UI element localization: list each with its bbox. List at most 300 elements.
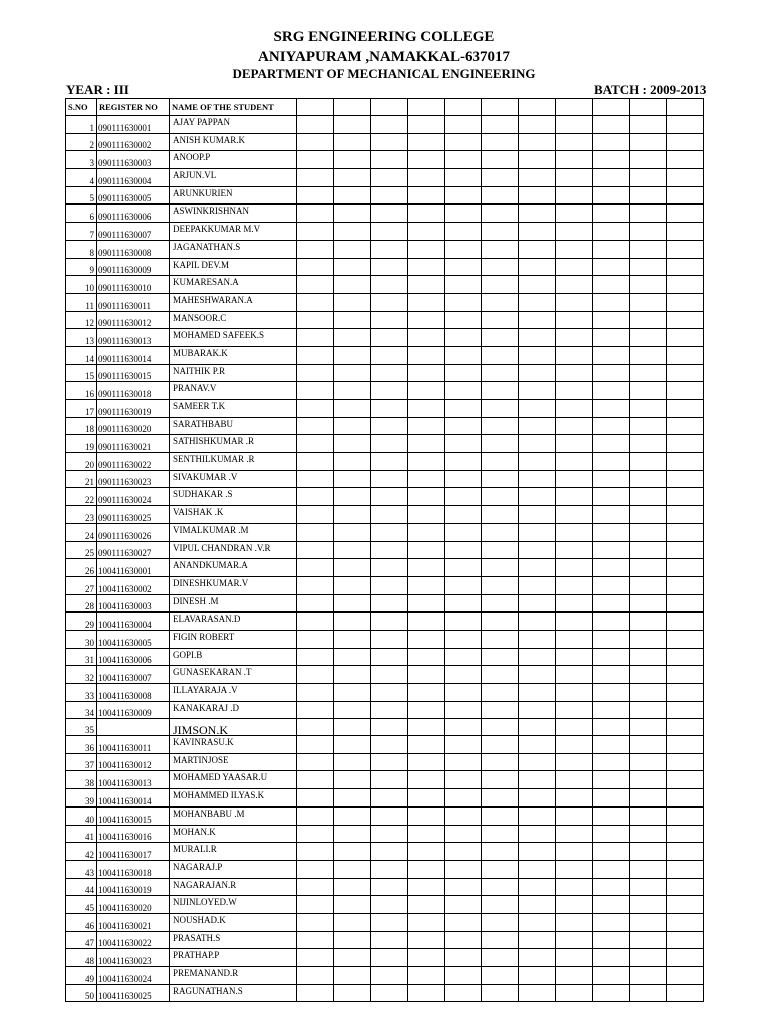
blank-cell	[519, 311, 556, 329]
register-no-cell: 090111630006	[97, 204, 170, 222]
blank-cell	[630, 576, 667, 594]
table-row	[66, 364, 704, 382]
blank-cell	[445, 789, 482, 807]
blank-cell	[297, 470, 334, 488]
blank-cell	[408, 169, 445, 187]
register-no-cell: 090111630020	[97, 417, 170, 435]
blank-cell	[593, 612, 630, 630]
table-row	[66, 169, 704, 187]
blank-cell	[334, 648, 371, 666]
blank-cell	[667, 435, 704, 453]
sno-cell: 32	[66, 666, 97, 684]
student-name-cell: PRATHAP.P	[170, 949, 297, 967]
blank-cell	[667, 329, 704, 347]
blank-cell	[593, 453, 630, 471]
blank-cell	[371, 949, 408, 967]
blank-column-header	[334, 99, 371, 116]
blank-cell	[519, 417, 556, 435]
blank-cell	[371, 843, 408, 861]
sno-cell: 9	[66, 258, 97, 276]
blank-cell	[482, 541, 519, 559]
blank-cell	[297, 559, 334, 577]
student-name-cell: NOUSHAD.K	[170, 913, 297, 931]
register-no-cell: 090111630009	[97, 258, 170, 276]
blank-cell	[556, 612, 593, 630]
table-row	[66, 612, 704, 630]
table-row	[66, 133, 704, 151]
blank-cell	[408, 133, 445, 151]
blank-cell	[667, 984, 704, 1002]
blank-cell	[334, 594, 371, 612]
blank-cell	[482, 506, 519, 524]
blank-cell	[556, 204, 593, 222]
sno-cell: 27	[66, 576, 97, 594]
blank-cell	[667, 896, 704, 914]
blank-cell	[519, 612, 556, 630]
sno-cell: 26	[66, 559, 97, 577]
register-no-cell: 090111630011	[97, 293, 170, 311]
blank-cell	[334, 771, 371, 789]
blank-cell	[371, 931, 408, 949]
blank-cell	[408, 311, 445, 329]
blank-cell	[371, 400, 408, 418]
blank-cell	[297, 258, 334, 276]
blank-cell	[297, 594, 334, 612]
blank-cell	[371, 364, 408, 382]
table-row	[66, 860, 704, 878]
blank-cell	[334, 346, 371, 364]
register-no-cell	[97, 719, 170, 736]
blank-cell	[556, 186, 593, 204]
blank-cell	[593, 843, 630, 861]
blank-cell	[334, 630, 371, 648]
table-row	[66, 648, 704, 666]
register-no-cell: 090111630026	[97, 523, 170, 541]
blank-cell	[667, 648, 704, 666]
blank-cell	[408, 364, 445, 382]
register-no-cell: 100411630017	[97, 843, 170, 861]
blank-cell	[593, 470, 630, 488]
table-row	[66, 541, 704, 559]
table-row	[66, 594, 704, 612]
blank-cell	[297, 843, 334, 861]
blank-cell	[556, 967, 593, 985]
blank-cell	[667, 736, 704, 754]
blank-cell	[667, 576, 704, 594]
blank-cell	[593, 364, 630, 382]
student-name-cell: MOHAMED YAASAR.U	[170, 771, 297, 789]
student-name-cell: MARTINJOSE	[170, 753, 297, 771]
table-row	[66, 523, 704, 541]
sno-cell: 50	[66, 984, 97, 1002]
sno-cell: 49	[66, 967, 97, 985]
blank-cell	[408, 860, 445, 878]
blank-cell	[630, 204, 667, 222]
blank-cell	[297, 807, 334, 825]
blank-cell	[519, 630, 556, 648]
blank-cell	[482, 753, 519, 771]
blank-cell	[445, 506, 482, 524]
blank-cell	[334, 276, 371, 294]
sno-cell: 28	[66, 594, 97, 612]
blank-cell	[334, 116, 371, 134]
blank-cell	[630, 931, 667, 949]
student-name-cell: MURALI.R	[170, 843, 297, 861]
blank-cell	[334, 453, 371, 471]
blank-cell	[371, 258, 408, 276]
blank-cell	[556, 931, 593, 949]
student-name-cell: NAITHIK P.R	[170, 364, 297, 382]
blank-cell	[408, 506, 445, 524]
blank-cell	[408, 896, 445, 914]
blank-cell	[334, 684, 371, 702]
sno-cell: 36	[66, 736, 97, 754]
blank-cell	[371, 594, 408, 612]
blank-cell	[371, 488, 408, 506]
blank-cell	[445, 204, 482, 222]
student-name-cell: NIJINLOYED.W	[170, 896, 297, 914]
blank-cell	[630, 771, 667, 789]
register-no-cell: 100411630003	[97, 594, 170, 612]
blank-cell	[556, 630, 593, 648]
blank-cell	[408, 967, 445, 985]
blank-cell	[667, 204, 704, 222]
blank-cell	[630, 843, 667, 861]
blank-cell	[334, 860, 371, 878]
blank-cell	[371, 311, 408, 329]
sno-cell: 38	[66, 771, 97, 789]
year-label: YEAR : III	[66, 82, 129, 97]
sno-cell: 6	[66, 204, 97, 222]
register-no-cell: 090111630024	[97, 488, 170, 506]
sno-cell: 41	[66, 825, 97, 843]
table-row	[66, 949, 704, 967]
blank-cell	[297, 488, 334, 506]
blank-cell	[593, 506, 630, 524]
blank-cell	[630, 666, 667, 684]
blank-cell	[445, 151, 482, 169]
blank-cell	[556, 523, 593, 541]
blank-cell	[482, 258, 519, 276]
blank-cell	[556, 240, 593, 258]
blank-cell	[630, 293, 667, 311]
table-row	[66, 559, 704, 577]
blank-cell	[667, 913, 704, 931]
blank-cell	[630, 719, 667, 736]
blank-cell	[445, 576, 482, 594]
blank-cell	[630, 258, 667, 276]
blank-cell	[334, 612, 371, 630]
blank-cell	[593, 896, 630, 914]
blank-cell	[593, 293, 630, 311]
blank-cell	[408, 488, 445, 506]
blank-cell	[408, 684, 445, 702]
blank-cell	[297, 293, 334, 311]
blank-cell	[482, 719, 519, 736]
student-name-cell: SUDHAKAR .S	[170, 488, 297, 506]
blank-cell	[408, 984, 445, 1002]
blank-cell	[482, 701, 519, 719]
blank-cell	[667, 240, 704, 258]
blank-cell	[556, 771, 593, 789]
table-row	[66, 382, 704, 400]
blank-cell	[408, 576, 445, 594]
student-name-cell: JIMSON.K	[170, 719, 297, 736]
blank-cell	[593, 240, 630, 258]
blank-cell	[482, 346, 519, 364]
blank-cell	[519, 896, 556, 914]
blank-cell	[445, 559, 482, 577]
blank-cell	[482, 417, 519, 435]
sno-cell: 12	[66, 311, 97, 329]
sno-cell: 2	[66, 133, 97, 151]
blank-cell	[408, 223, 445, 241]
blank-cell	[408, 258, 445, 276]
blank-cell	[667, 559, 704, 577]
blank-cell	[371, 116, 408, 134]
blank-cell	[667, 594, 704, 612]
blank-cell	[593, 630, 630, 648]
blank-cell	[408, 523, 445, 541]
blank-cell	[593, 329, 630, 347]
blank-cell	[593, 435, 630, 453]
blank-cell	[556, 364, 593, 382]
blank-cell	[334, 736, 371, 754]
table-row	[66, 417, 704, 435]
blank-cell	[630, 346, 667, 364]
sno-cell: 19	[66, 435, 97, 453]
blank-cell	[482, 240, 519, 258]
blank-cell	[482, 311, 519, 329]
blank-cell	[445, 329, 482, 347]
blank-cell	[630, 789, 667, 807]
blank-cell	[593, 488, 630, 506]
blank-cell	[371, 223, 408, 241]
blank-cell	[556, 984, 593, 1002]
sno-cell: 22	[66, 488, 97, 506]
blank-cell	[593, 913, 630, 931]
sno-cell: 34	[66, 701, 97, 719]
table-row	[66, 630, 704, 648]
register-no-cell: 090111630004	[97, 169, 170, 187]
blank-cell	[593, 719, 630, 736]
blank-cell	[667, 116, 704, 134]
blank-cell	[482, 223, 519, 241]
blank-cell	[408, 470, 445, 488]
blank-cell	[556, 843, 593, 861]
blank-cell	[297, 400, 334, 418]
register-no-cell: 090111630023	[97, 470, 170, 488]
blank-cell	[297, 151, 334, 169]
student-name-cell: AJAY PAPPAN	[170, 116, 297, 134]
blank-cell	[334, 825, 371, 843]
blank-column-header	[630, 99, 667, 116]
blank-cell	[297, 967, 334, 985]
blank-cell	[334, 506, 371, 524]
blank-cell	[519, 470, 556, 488]
blank-cell	[630, 684, 667, 702]
blank-cell	[630, 276, 667, 294]
blank-cell	[445, 825, 482, 843]
blank-cell	[334, 382, 371, 400]
sno-cell: 3	[66, 151, 97, 169]
blank-cell	[371, 753, 408, 771]
table-row	[66, 204, 704, 222]
blank-cell	[519, 276, 556, 294]
blank-cell	[334, 204, 371, 222]
blank-cell	[667, 400, 704, 418]
register-no-cell: 100411630012	[97, 753, 170, 771]
blank-cell	[297, 771, 334, 789]
blank-cell	[667, 843, 704, 861]
blank-cell	[297, 133, 334, 151]
blank-cell	[334, 488, 371, 506]
blank-cell	[630, 151, 667, 169]
register-no-cell: 090111630019	[97, 400, 170, 418]
blank-cell	[445, 753, 482, 771]
register-no-cell: 100411630008	[97, 684, 170, 702]
blank-cell	[408, 949, 445, 967]
blank-cell	[519, 151, 556, 169]
blank-cell	[593, 931, 630, 949]
sno-cell: 13	[66, 329, 97, 347]
blank-cell	[519, 116, 556, 134]
sno-cell: 11	[66, 293, 97, 311]
sno-cell: 37	[66, 753, 97, 771]
register-no-cell: 100411630025	[97, 984, 170, 1002]
blank-cell	[297, 364, 334, 382]
blank-cell	[334, 133, 371, 151]
blank-cell	[519, 807, 556, 825]
blank-cell	[408, 630, 445, 648]
blank-cell	[297, 169, 334, 187]
blank-cell	[593, 186, 630, 204]
blank-cell	[445, 984, 482, 1002]
blank-column-header	[482, 99, 519, 116]
blank-cell	[667, 364, 704, 382]
blank-cell	[371, 523, 408, 541]
register-no-cell: 090111630022	[97, 453, 170, 471]
table-row	[66, 488, 704, 506]
blank-cell	[630, 223, 667, 241]
blank-cell	[482, 186, 519, 204]
blank-cell	[482, 878, 519, 896]
blank-cell	[519, 648, 556, 666]
student-name-cell: ANANDKUMAR.A	[170, 559, 297, 577]
blank-cell	[519, 949, 556, 967]
blank-cell	[556, 753, 593, 771]
sno-cell: 40	[66, 807, 97, 825]
blank-cell	[593, 382, 630, 400]
student-name-cell: RAGUNATHAN.S	[170, 984, 297, 1002]
blank-cell	[371, 825, 408, 843]
register-no-cell: 090111630025	[97, 506, 170, 524]
blank-cell	[482, 204, 519, 222]
blank-cell	[667, 506, 704, 524]
blank-cell	[519, 329, 556, 347]
sno-cell: 33	[66, 684, 97, 702]
blank-cell	[556, 151, 593, 169]
blank-cell	[593, 984, 630, 1002]
blank-cell	[593, 169, 630, 187]
sno-cell: 18	[66, 417, 97, 435]
blank-cell	[593, 311, 630, 329]
blank-cell	[667, 825, 704, 843]
blank-cell	[519, 771, 556, 789]
blank-cell	[519, 523, 556, 541]
sno-cell: 46	[66, 913, 97, 931]
blank-cell	[334, 293, 371, 311]
blank-cell	[630, 364, 667, 382]
table-row	[66, 293, 704, 311]
blank-cell	[593, 576, 630, 594]
blank-cell	[667, 771, 704, 789]
blank-cell	[334, 576, 371, 594]
blank-cell	[593, 949, 630, 967]
blank-cell	[445, 470, 482, 488]
table-row	[66, 116, 704, 134]
register-no-cell: 090111630015	[97, 364, 170, 382]
student-name-cell: JAGANATHAN.S	[170, 240, 297, 258]
blank-cell	[445, 648, 482, 666]
blank-cell	[297, 576, 334, 594]
blank-cell	[297, 931, 334, 949]
table-row	[66, 435, 704, 453]
blank-cell	[556, 435, 593, 453]
blank-cell	[556, 719, 593, 736]
blank-cell	[297, 630, 334, 648]
blank-cell	[371, 204, 408, 222]
blank-cell	[408, 329, 445, 347]
blank-cell	[593, 594, 630, 612]
blank-cell	[297, 896, 334, 914]
blank-cell	[297, 860, 334, 878]
blank-cell	[445, 364, 482, 382]
blank-cell	[482, 133, 519, 151]
blank-cell	[519, 541, 556, 559]
sno-cell: 48	[66, 949, 97, 967]
blank-column-header	[445, 99, 482, 116]
table-row	[66, 931, 704, 949]
blank-cell	[556, 878, 593, 896]
sno-cell: 31	[66, 648, 97, 666]
sno-cell: 1	[66, 116, 97, 134]
table-row	[66, 470, 704, 488]
blank-cell	[667, 523, 704, 541]
blank-cell	[445, 133, 482, 151]
blank-cell	[630, 470, 667, 488]
blank-cell	[371, 666, 408, 684]
blank-cell	[482, 736, 519, 754]
register-no-cell: 100411630014	[97, 789, 170, 807]
blank-cell	[667, 223, 704, 241]
blank-cell	[519, 453, 556, 471]
blank-cell	[334, 701, 371, 719]
blank-cell	[630, 329, 667, 347]
blank-cell	[334, 364, 371, 382]
blank-cell	[482, 276, 519, 294]
blank-cell	[630, 860, 667, 878]
blank-cell	[371, 878, 408, 896]
blank-cell	[408, 151, 445, 169]
blank-cell	[630, 133, 667, 151]
blank-cell	[371, 576, 408, 594]
blank-cell	[297, 825, 334, 843]
blank-cell	[667, 860, 704, 878]
blank-cell	[334, 311, 371, 329]
blank-cell	[667, 612, 704, 630]
blank-cell	[482, 771, 519, 789]
